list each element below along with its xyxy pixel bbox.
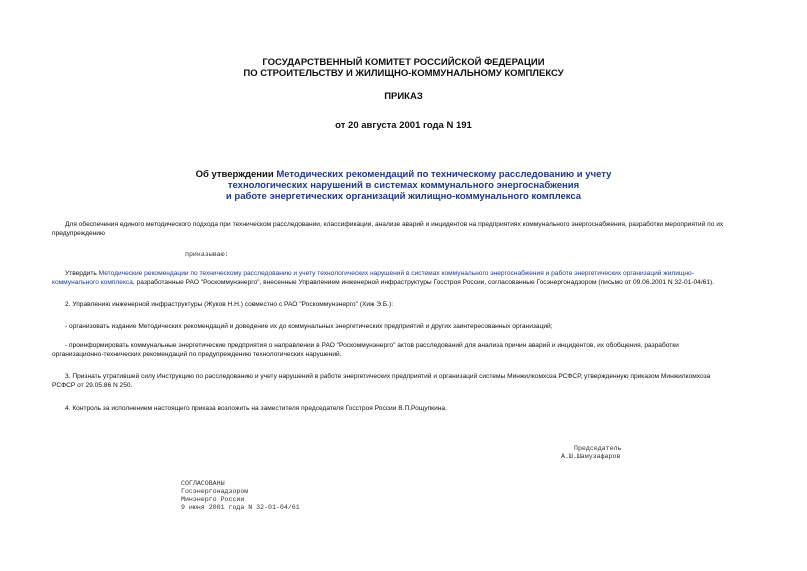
intro-line-2: предупреждению — [52, 230, 105, 237]
order-word: приказываю: — [185, 251, 229, 258]
document-title — [0, 169, 807, 202]
approval-line-1: СОГЛАСОВАНЫ — [181, 480, 225, 487]
approval-line-2: Госэнергонадзором — [181, 488, 249, 495]
committee-name-line1: ГОСУДАРСТВЕННЫЙ КОМИТЕТ РОССИЙСКОЙ ФЕДЕРАЦИИ — [262, 57, 545, 68]
p4-text: 4. Контроль за исполнением настоящего приказа возложить на заместителя председателя Госстроя России В.П.Рощупкина. — [65, 405, 447, 412]
title-link-recommendations-3[interactable]: и работе энергетических организаций жилищно-коммунального комплекса — [225, 191, 582, 202]
paragraph-2 — [52, 300, 767, 309]
p3-line-1: 3. Признать утратившей силу Инструкцию по расследованию и учету нарушений в работе энергетических предприятий и организаций системы Минжилкомхоза РСФСР, утвержденную приказом Минжилкомхоза — [65, 373, 711, 380]
title-prefix: Об утверждении — [195, 169, 277, 180]
intro-line-1: Для обеспечения единого методического подхода при техническом расследовании, классификации, анализе аварий и инцидентов на предприятиях коммунального энергоснабжения, разработки мероприятий по их — [65, 221, 724, 228]
p2a-text: - организовать издание Методических рекомендаций и доведение их до коммунальных энергетических предприятий и других заинтересованных организаций; — [65, 323, 553, 330]
intro-paragraph — [52, 220, 767, 238]
p3-line-2: РСФСР от 29.05.86 N 250. — [52, 382, 133, 389]
approval-line-3: Минэнерго России — [181, 496, 245, 503]
paragraph-1 — [52, 269, 767, 287]
p1-link-recommendations-a[interactable]: Методические рекомендации по техническому расследованию и учету технологических нарушений в системах коммунального энергоснабжения и работе энергетических организаций жилищно- — [98, 270, 694, 277]
p1-link-recommendations-b[interactable]: коммунального комплекса — [52, 279, 133, 286]
signature-name: А.Ш.Шамузафаров — [561, 453, 621, 460]
committee-name-line2: ПО СТРОИТЕЛЬСТВУ И ЖИЛИЩНО-КОММУНАЛЬНОМУ КОМПЛЕКСУ — [243, 68, 564, 79]
approval-line-4: 9 июня 2001 года N 32-01-04/61 — [181, 504, 300, 511]
paragraph-3 — [52, 372, 767, 390]
p2b-line-1: - проинформировать коммунальные энергетические предприятия о направлении в РАО "Роскоммунэнерго" актов расследований для анализа причин аварий и инцидентов, их обобщения, разработки — [65, 342, 679, 349]
document-type: ПРИКАЗ — [384, 91, 423, 102]
paragraph-4 — [52, 404, 767, 413]
signature-role: Председатель — [574, 445, 622, 452]
title-link-recommendations-1[interactable]: Методических рекомендаций по техническому расследованию и учету — [276, 169, 612, 180]
paragraph-2a — [52, 322, 767, 331]
paragraph-2b — [52, 341, 767, 359]
document-date-number: от 20 августа 2001 года N 191 — [335, 120, 472, 131]
title-link-recommendations-2[interactable]: технологических нарушений в системах коммунального энергоснабжения — [227, 180, 580, 191]
p2-text: 2. Управлению инженерной инфраструктуры (Жуков Н.Н.) совместно с РАО "Роскоммунэнерго" (Хиж Э.Б.): — [65, 301, 394, 308]
p1-rest: , разработанные РАО "Роскоммунэнерго", внесенные Управлением инженерной инфраструктуры Госстроя России, согласованные Госэнергонадзором (письмо от 09.06.2001 N 32-01-04/61). — [132, 279, 715, 286]
p2b-line-2: организационно-технических рекомендаций по предупреждению технологических нарушений. — [52, 351, 342, 358]
p1-prefix: Утвердить — [65, 270, 99, 277]
